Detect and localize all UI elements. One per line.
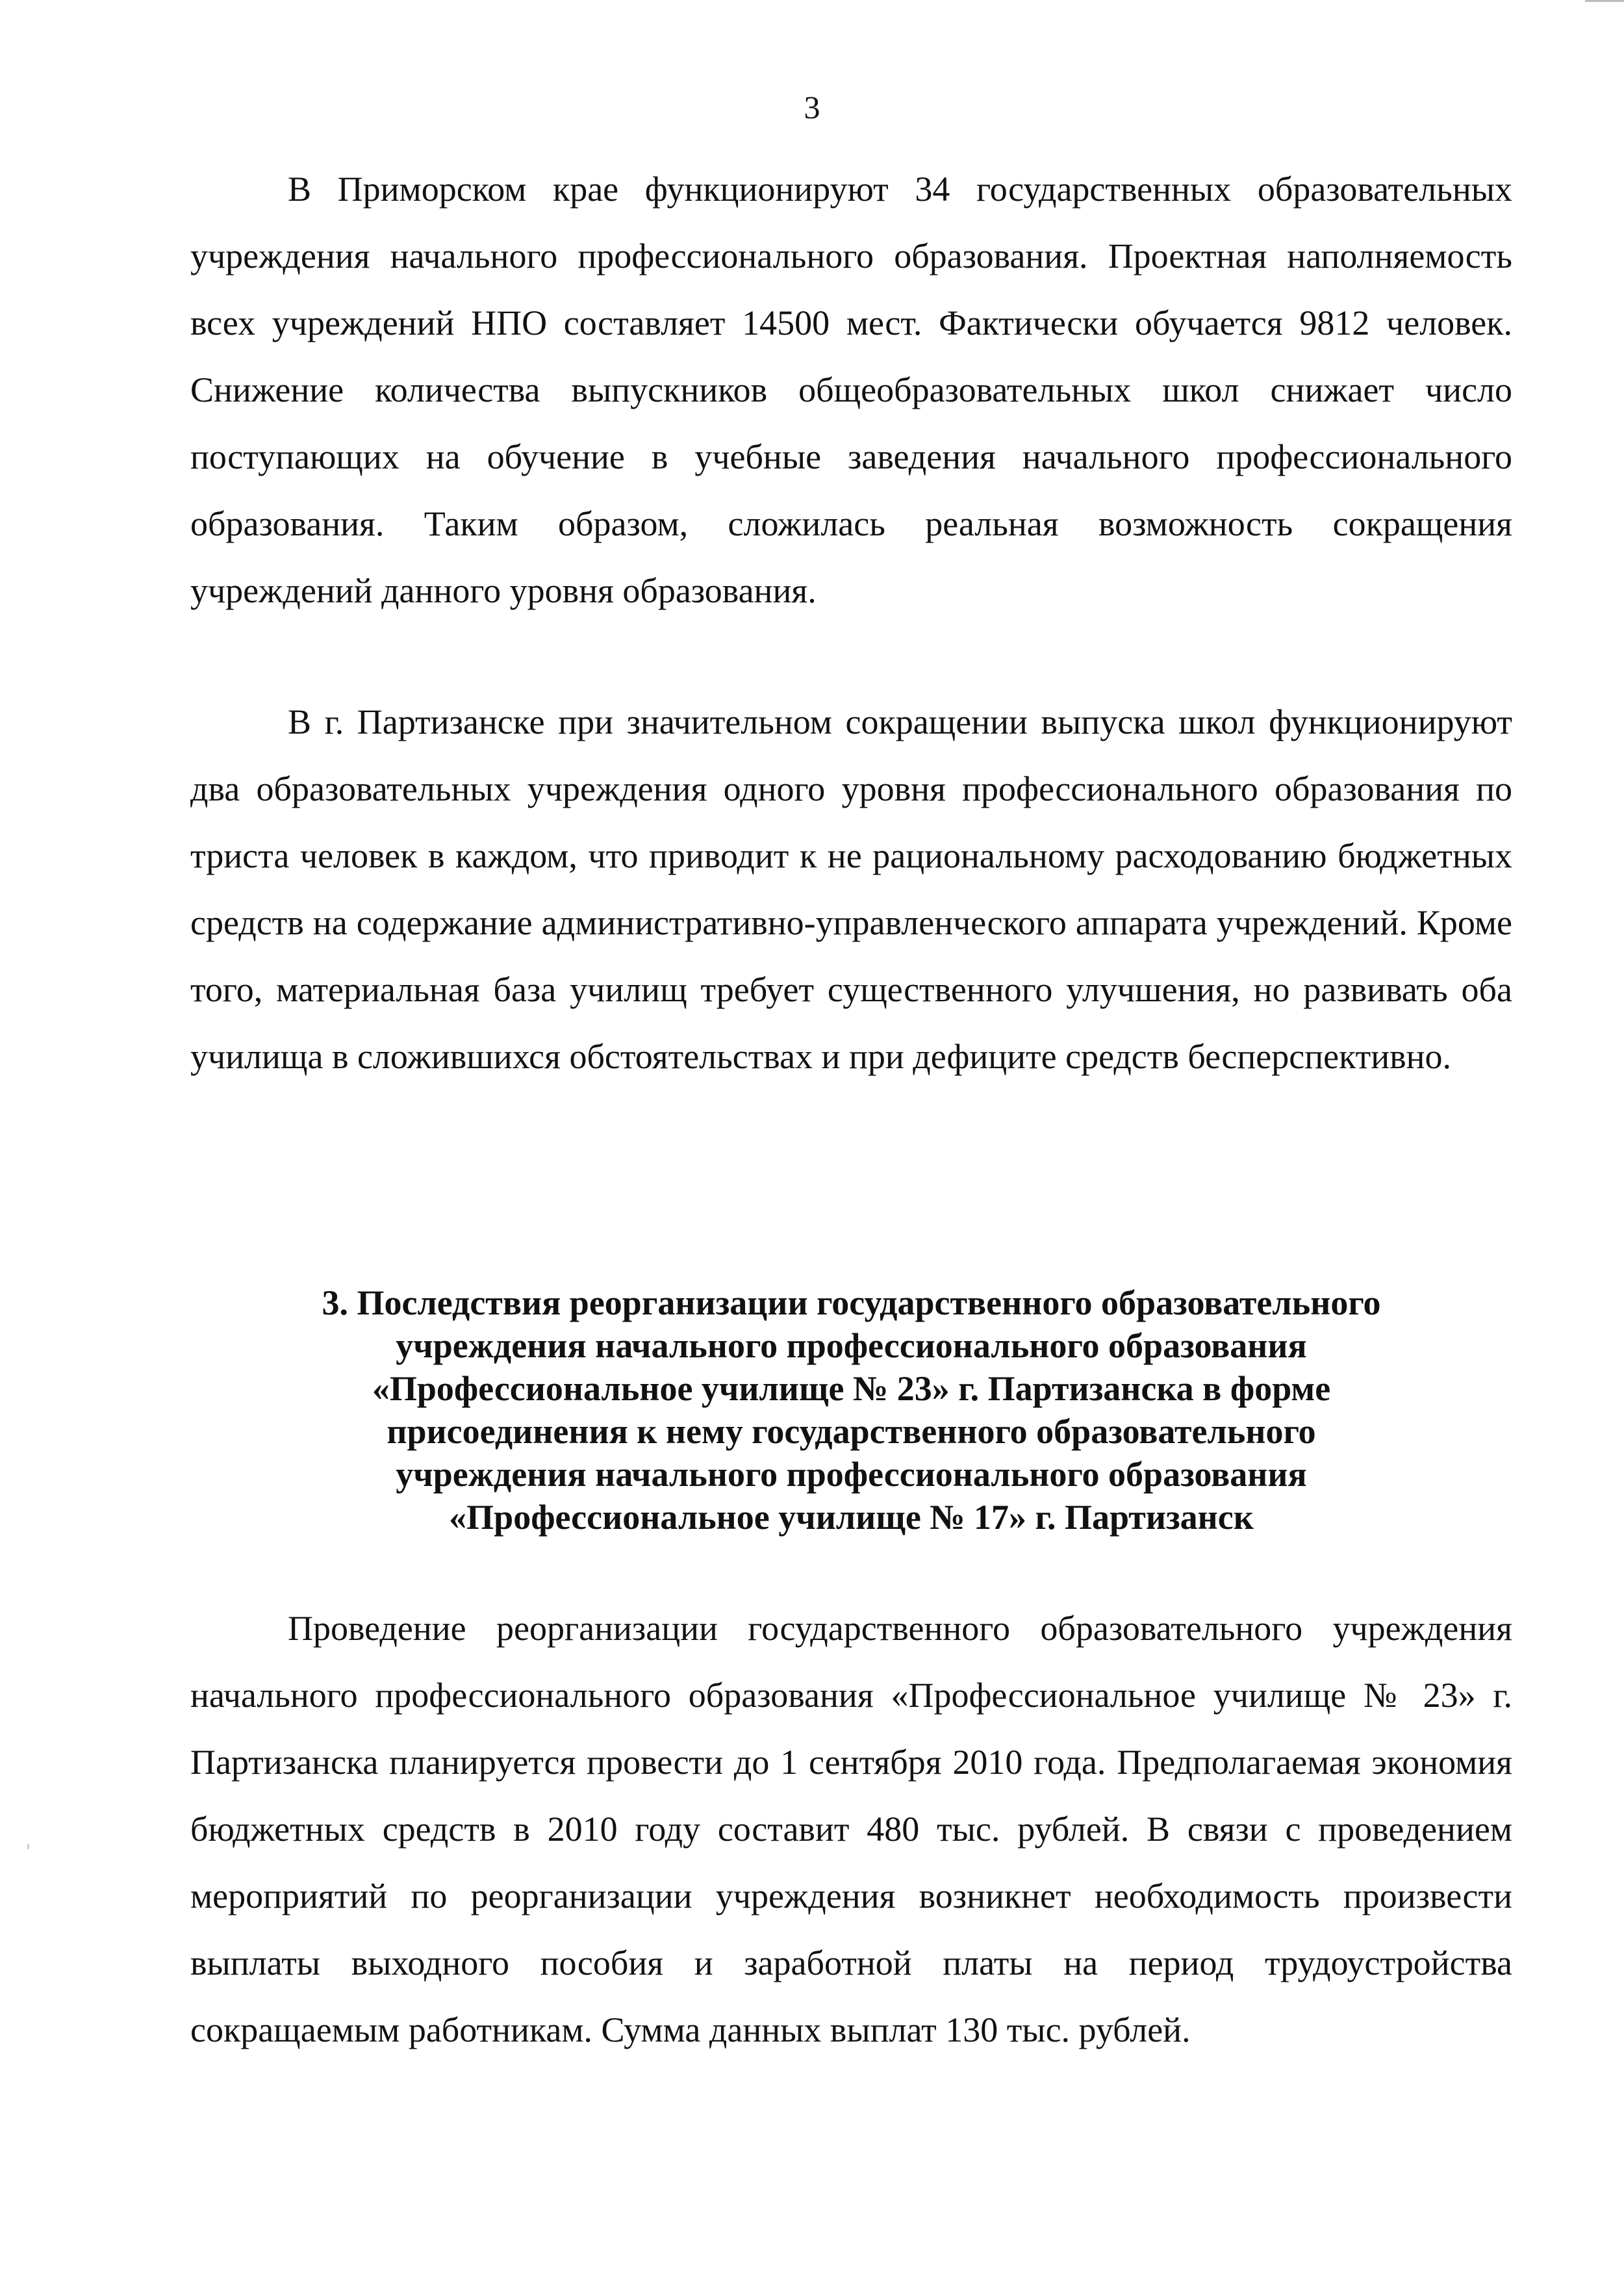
- heading-line: учреждения начального профессионального образования: [396, 1455, 1307, 1494]
- heading-line: «Профессиональное училище № 23» г. Партизанска в форме: [372, 1369, 1331, 1408]
- paragraph-text: В Приморском крае функционируют 34 государственных образовательных учреждения начального профессионального образования. Проектная наполняемость всех учреждений НПО составляет 14500 мест. Фактически обучается 9812 человек. Снижение количества выпускников общеобразовательных школ снижает число поступающих на обучение в учебные заведения начального профессионального образования. Таким образом, сложилась реальная возможность сокращения учреждений данного уровня образования.: [190, 170, 1512, 610]
- scan-edge-mark: [1585, 0, 1624, 2]
- paragraph-partizansk-schools: [190, 689, 1512, 1090]
- paragraph-regional-institutions: [190, 156, 1512, 624]
- page-number: 3: [804, 89, 820, 125]
- heading-line: «Профессиональное училище № 17» г. Партизанск: [449, 1498, 1254, 1537]
- paragraph-text: Проведение реорганизации государственного образовательного учреждения начального профессионального образования «Профессиональное училище № 23» г. Партизанска планируется провести до 1 сентября 2010 года. Предполагаемая экономия бюджетных средств в 2010 году составит 480 тыс. рублей. В связи с проведением мероприятий по реорганизации учреждения возникнет необходимость произвести выплаты выходного пособия и заработной платы на период трудоустройства сокращаемым работникам. Сумма данных выплат 130 тыс. рублей.: [190, 1609, 1512, 2049]
- section-heading: [190, 1281, 1512, 1539]
- paragraph-reorganization-plan: [190, 1595, 1512, 2064]
- heading-line: 3. Последствия реорганизации государственного образовательного: [322, 1283, 1381, 1322]
- scan-speck: [27, 1844, 29, 1849]
- paragraph-text: В г. Партизанске при значительном сокращении выпуска школ функционируют два образовательных учреждения одного уровня профессионального образования по триста человек в каждом, что приводит к не рациональному расходованию бюджетных средств на содержание административно-управленческого аппарата учреждений. Кроме того, материальная база училищ требует существенного улучшения, но развивать оба училища в сложившихся обстоятельствах и при дефиците средств бесперспективно.: [190, 702, 1512, 1076]
- heading-line: присоединения к нему государственного образовательного: [387, 1412, 1316, 1451]
- heading-line: учреждения начального профессионального образования: [396, 1326, 1307, 1365]
